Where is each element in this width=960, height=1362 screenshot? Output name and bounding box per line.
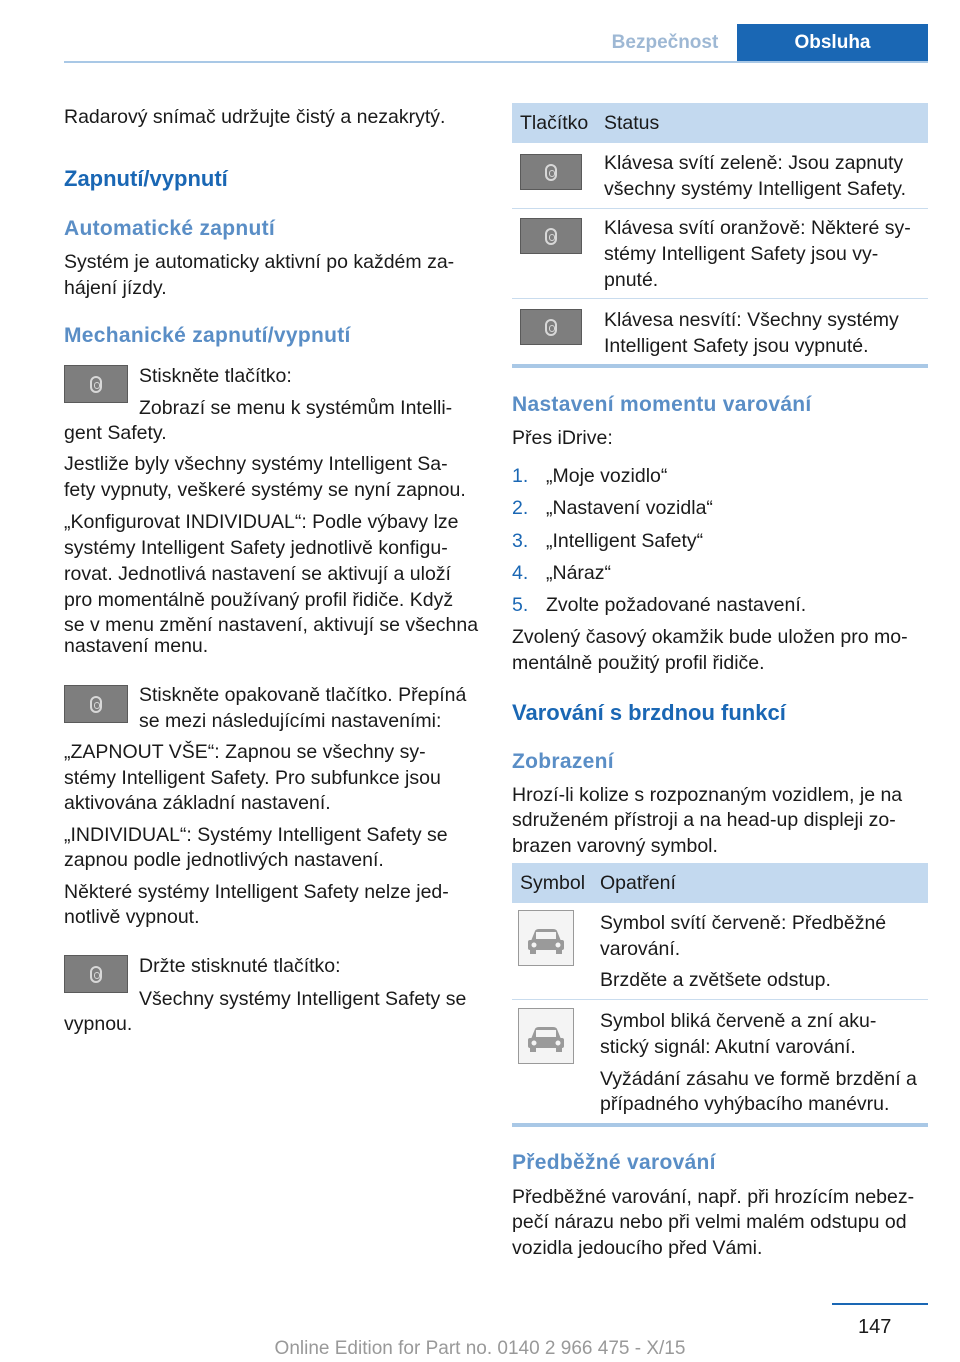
- hold-text: Držte stisknuté tlačítko:: [139, 955, 341, 977]
- intelligent-safety-button-icon: [520, 309, 582, 345]
- if-line-1: Jestliže byly všechny systémy Intelligent Sa‐: [64, 453, 448, 475]
- all-line-2: stémy Intelligent Safety. Pro subfunkce jsou: [64, 767, 441, 789]
- intelligent-safety-button-icon: [520, 218, 582, 254]
- symbol-col-action: Opatření: [600, 872, 676, 894]
- symbol-row-1-line-1: Symbol svítí červeně: Předběžné: [600, 912, 887, 934]
- status-row-3-line-2: Intelligent Safety jsou vypnuté.: [604, 335, 869, 357]
- ind-line-1: „INDIVIDUAL“: Systémy Intelligent Safety se: [64, 824, 448, 846]
- status-row-2-line-2: stémy Intelligent Safety jsou vy‐: [604, 243, 879, 265]
- repeat-line-1: Stiskněte opakovaně tlačítko. Přepíná: [139, 684, 467, 706]
- all-line-3: aktivována základní nastavení.: [64, 792, 331, 814]
- edition-footer: Online Edition for Part no. 0140 2 966 475 - X/15: [274, 1338, 686, 1359]
- symbol-col-symbol: Symbol: [520, 872, 586, 894]
- heading-zapnuti: Zapnutí/vypnutí: [64, 166, 228, 191]
- symbol-table-end: [512, 1123, 928, 1127]
- heading-zobrazeni: Zobrazení: [512, 750, 614, 773]
- list-item: „Nastavení vozidla“: [546, 497, 713, 519]
- status-row-2-line-3: pnuté.: [604, 269, 659, 291]
- status-row-2-line-1: Klávesa svítí oranžově: Některé sy‐: [604, 217, 911, 239]
- pred-line-1: Předběžné varování, např. při hrozícím nebez‐: [512, 1186, 915, 1208]
- heading-nastaveni: Nastavení momentu varování: [512, 393, 812, 416]
- symbol-row-1-line-2: varování.: [600, 938, 681, 960]
- list-item: „Intelligent Safety“: [546, 530, 704, 552]
- menu-line-1: Zobrazí se menu k systémům Intelli‐: [139, 397, 453, 419]
- heading-varovani-brzdnou: Varování s brzdnou funkcí: [512, 700, 786, 725]
- some-line-2: notlivě vypnout.: [64, 906, 200, 928]
- list-number: 4.: [512, 562, 529, 584]
- status-col-button: Tlačítko: [520, 112, 589, 134]
- list-number: 1.: [512, 465, 529, 487]
- all-line-1: „ZAPNOUT VŠE“: Zapnou se všechny sy‐: [64, 741, 426, 763]
- hroz-line-1: Hrozí-li kolize s rozpoznaným vozidlem, je na: [512, 784, 903, 806]
- hroz-line-3: brazen varovný symbol.: [512, 835, 718, 857]
- conf-line-5: se v menu změní nastavení, aktivují se všechna: [64, 614, 479, 636]
- symbol-row-2-line-2: stický signál: Akutní varování.: [600, 1036, 856, 1058]
- pred-line-2: pečí nárazu nebo při velmi malém odstupu od: [512, 1211, 907, 1233]
- intelligent-safety-button-icon: [64, 365, 128, 403]
- list-item: „Náraz“: [546, 562, 612, 584]
- conf-line-3: rovat. Jednotlivá nastavení se aktivují a uloží: [64, 563, 451, 585]
- conf-line-6: nastavení menu.: [64, 635, 209, 657]
- auto-line-1: Systém je automaticky aktivní po každém za‐: [64, 251, 455, 273]
- table-row-divider: [512, 298, 928, 299]
- symbol-row-2-line-4: případného vyhýbacího manévru.: [600, 1093, 890, 1115]
- ind-line-2: zapnou podle jednotlivých nastavení.: [64, 849, 384, 871]
- menu-line-2: gent Safety.: [64, 422, 167, 444]
- intelligent-safety-button-icon: [64, 685, 128, 723]
- car-warning-icon: [518, 1008, 574, 1064]
- off-line-1: Všechny systémy Intelligent Safety se: [139, 988, 467, 1010]
- chosen-line-1: Zvolený časový okamžik bude uložen pro mo‐: [512, 626, 908, 648]
- chosen-line-2: mentálně použitý profil řidiče.: [512, 652, 765, 674]
- header-tab-obsluha: Obsluha: [737, 24, 928, 62]
- status-table-end: [512, 364, 928, 368]
- list-number: 3.: [512, 530, 529, 552]
- table-row-divider: [512, 208, 928, 209]
- header-divider: [64, 61, 928, 63]
- status-row-3-line-1: Klávesa nesvítí: Všechny systémy: [604, 309, 899, 331]
- off-line-2: vypnou.: [64, 1013, 133, 1035]
- list-number: 5.: [512, 594, 529, 616]
- list-item: „Moje vozidlo“: [546, 465, 668, 487]
- heading-predbezne: Předběžné varování: [512, 1151, 716, 1174]
- header-tab-bezpecnost: Bezpečnost: [611, 32, 719, 53]
- symbol-row-1-line-3: Brzděte a zvětšete odstup.: [600, 969, 831, 991]
- heading-mech: Mechanické zapnutí/vypnutí: [64, 324, 351, 347]
- symbol-row-2-line-1: Symbol bliká červeně a zní aku‐: [600, 1010, 877, 1032]
- symbol-row-2-line-3: Vyžádání zásahu ve formě brzdění a: [600, 1068, 917, 1090]
- symbol-table-header: [512, 863, 928, 903]
- list-number: 2.: [512, 497, 529, 519]
- idrive-text: Přes iDrive:: [512, 427, 613, 449]
- intro-paragraph: Radarový snímač udržujte čistý a nezakrytý.: [64, 106, 446, 128]
- pred-line-3: vozidla jedoucího před Vámi.: [512, 1237, 763, 1259]
- page-number-rule: [832, 1303, 928, 1305]
- status-row-1-line-1: Klávesa svítí zeleně: Jsou zapnuty: [604, 152, 904, 174]
- intelligent-safety-button-icon: [520, 154, 582, 190]
- hroz-line-2: sdruženém přístroji a na head-up displeji zo‐: [512, 809, 896, 831]
- conf-line-2: systémy Intelligent Safety jednotlivě konfigu‐: [64, 537, 448, 559]
- car-warning-icon: [518, 910, 574, 966]
- page-number: 147: [858, 1316, 892, 1338]
- status-row-1-line-2: všechny systémy Intelligent Safety.: [604, 178, 907, 200]
- auto-line-2: hájení jízdy.: [64, 277, 167, 299]
- if-line-2: fety vypnuty, veškeré systémy se nyní zapnou.: [64, 479, 466, 501]
- intelligent-safety-button-icon: [64, 955, 128, 993]
- status-col-status: Status: [604, 112, 660, 134]
- status-table-header: [512, 103, 928, 143]
- repeat-line-2: se mezi následujícími nastaveními:: [139, 710, 442, 732]
- list-item: Zvolte požadované nastavení.: [546, 594, 807, 616]
- conf-line-4: pro momentálně používaný profil řidiče. Když: [64, 589, 454, 611]
- table-row-divider: [512, 999, 928, 1000]
- heading-auto: Automatické zapnutí: [64, 217, 276, 240]
- conf-line-1: „Konfigurovat INDIVIDUAL“: Podle výbavy lze: [64, 511, 459, 533]
- press-text: Stiskněte tlačítko:: [139, 365, 292, 387]
- some-line-1: Některé systémy Intelligent Safety nelze jed‐: [64, 881, 449, 903]
